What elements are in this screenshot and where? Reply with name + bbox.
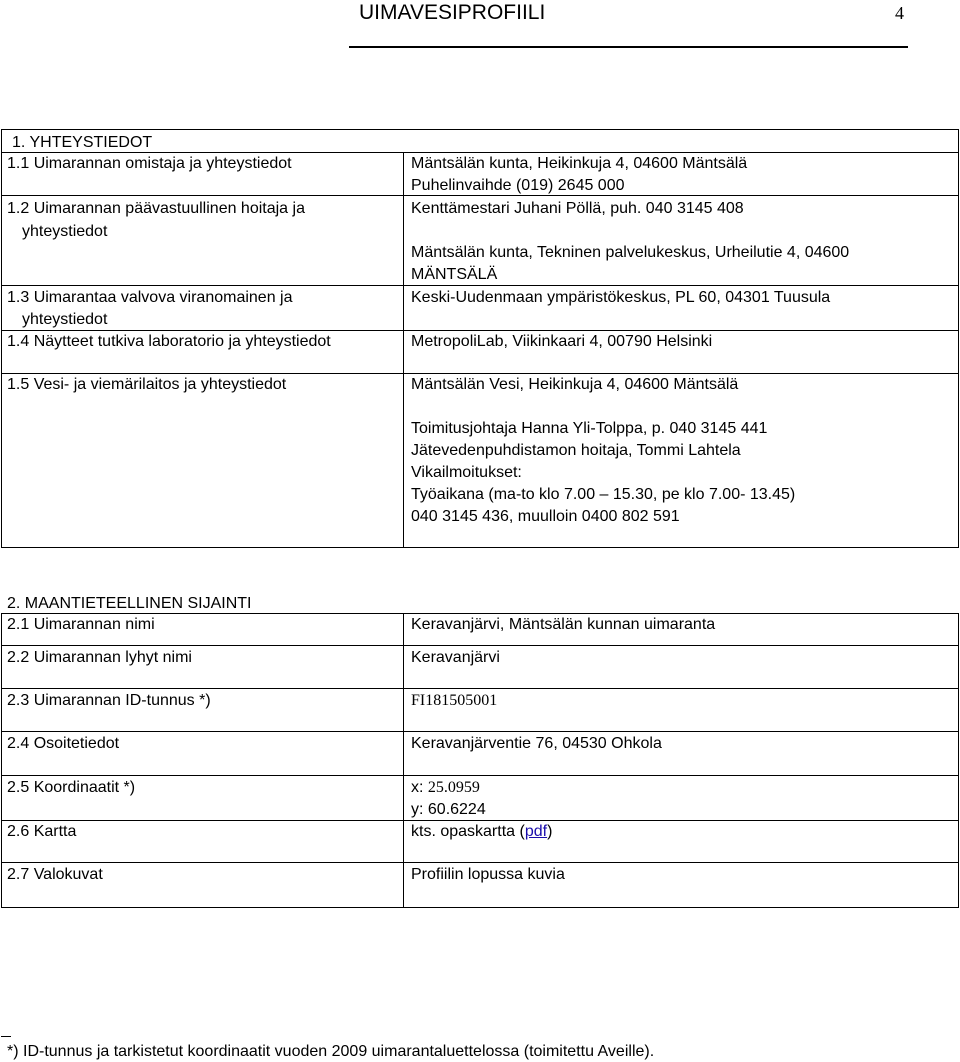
- row-1-2-label: yhteystiedot: [22, 223, 108, 240]
- row-1-4-label: 1.4 Näytteet tutkiva laboratorio ja yhteystiedot: [7, 333, 331, 350]
- page-number: 4: [895, 3, 904, 23]
- row-1-5-value: Mäntsälän Vesi, Heikinkuja 4, 04600 Mäntsälä: [411, 376, 739, 393]
- row-1-3-label: 1.3 Uimarantaa valvova viranomainen ja: [7, 289, 293, 306]
- row-2-5-x-coordinate: x: 25.0959: [411, 779, 480, 796]
- location-table-column-divider: [403, 613, 404, 908]
- row-2-6-label: 2.6 Kartta: [7, 823, 77, 840]
- map-pdf-link[interactable]: pdf: [524, 823, 548, 840]
- row-1-4-value: MetropoliLab, Viikinkaari 4, 00790 Helsinki: [411, 333, 713, 350]
- row-1-3-label: yhteystiedot: [22, 311, 108, 328]
- header-rule: [349, 46, 908, 48]
- row-1-5-value: Toimitusjohtaja Hanna Yli-Tolppa, p. 040 3145 441: [411, 420, 768, 437]
- row-1-5-value: 040 3145 436, muulloin 0400 802 591: [411, 508, 680, 525]
- row-2-7-value: Profiilin lopussa kuvia: [411, 866, 565, 883]
- row-2-7-label: 2.7 Valokuvat: [7, 866, 103, 883]
- section1-heading: 1. YHTEYSTIEDOT: [12, 134, 153, 151]
- footnote-rule: [1, 1036, 11, 1037]
- row-2-4-label: 2.4 Osoitetiedot: [7, 735, 120, 752]
- document-title: UIMAVESIPROFIILI: [359, 1, 546, 24]
- row-1-3-value: Keski-Uudenmaan ympäristökeskus, PL 60, 04301 Tuusula: [411, 289, 831, 306]
- row-1-5-value: Työaikana (ma-to klo 7.00 – 15.30, pe klo 7.00- 13.45): [411, 486, 796, 503]
- row-1-1-label: 1.1 Uimarannan omistaja ja yhteystiedot: [7, 155, 292, 172]
- row-1-5-label: 1.5 Vesi- ja viemärilaitos ja yhteystiedot: [7, 376, 287, 393]
- row-1-2-value: Kenttämestari Juhani Pöllä, puh. 040 3145 408: [411, 200, 744, 217]
- row-2-2-value: Keravanjärvi: [411, 649, 500, 666]
- row-2-3-value: FI181505001: [411, 692, 498, 709]
- contact-table-column-divider: [403, 152, 404, 548]
- row-2-3-label: 2.3 Uimarannan ID-tunnus *): [7, 692, 211, 709]
- row-2-5-label: 2.5 Koordinaatit *): [7, 779, 136, 796]
- row-1-2-label: 1.2 Uimarannan päävastuullinen hoitaja ja: [7, 200, 305, 217]
- row-1-1-value: Mäntsälän kunta, Heikinkuja 4, 04600 Mäntsälä: [411, 155, 748, 172]
- row-2-1-label: 2.1 Uimarannan nimi: [7, 616, 155, 633]
- row-1-2-value: MÄNTSÄLÄ: [411, 266, 498, 283]
- row-1-5-value: Vikailmoitukset:: [411, 464, 522, 481]
- row-2-4-value: Keravanjärventie 76, 04530 Ohkola: [411, 735, 662, 752]
- row-2-1-value: Keravanjärvi, Mäntsälän kunnan uimaranta: [411, 616, 716, 633]
- row-1-1-value: Puhelinvaihde (019) 2645 000: [411, 177, 625, 194]
- row-2-6-value: kts. opaskartta (pdf): [411, 823, 553, 840]
- section2-heading: 2. MAANTIETEELLINEN SIJAINTI: [7, 595, 252, 612]
- row-1-5-value: Jätevedenpuhdistamon hoitaja, Tommi Lahtela: [411, 442, 741, 459]
- row-2-5-y-coordinate: y: 60.6224: [411, 801, 486, 818]
- footnote: *) ID-tunnus ja tarkistetut koordinaatit vuoden 2009 uimarantaluettelossa (toimitettu Aveille).: [7, 1043, 655, 1060]
- row-1-2-value: Mäntsälän kunta, Tekninen palvelukeskus, Urheilutie 4, 04600: [411, 244, 850, 261]
- row-2-2-label: 2.2 Uimarannan lyhyt nimi: [7, 649, 192, 666]
